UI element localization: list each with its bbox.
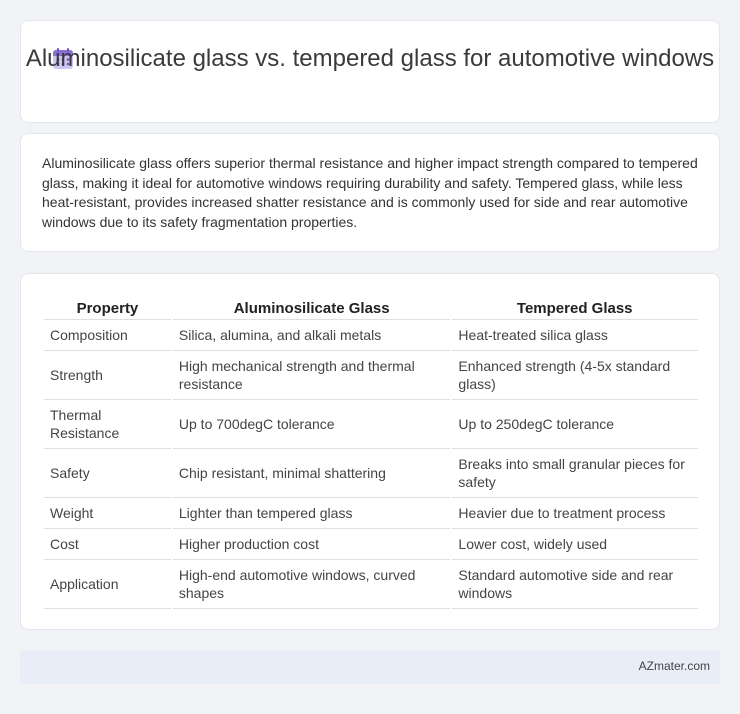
header-tempered: Tempered Glass [451, 295, 698, 319]
row-property: Strength [43, 350, 172, 399]
footer-bar [20, 650, 720, 684]
summary-text: Aluminosilicate glass offers superior thermal resistance and higher impact strength compared to tempered glass, making it ideal for automotive windows requiring durability and safety. Tempered glass, while less heat-resistant, provides increased shatter resistance and is commonly used for side and rear automotive windows due to its safety fragmentation properties. [42, 155, 698, 230]
comparison-table [42, 295, 698, 609]
row-property: Thermal Resistance [43, 399, 172, 448]
row-aluminosilicate: High mechanical strength and thermal resistance [172, 350, 452, 399]
footer-brand[interactable]: AZmater.com [638, 659, 710, 673]
row-tempered: Lower cost, widely used [451, 528, 698, 559]
table-row [43, 319, 698, 350]
row-aluminosilicate: Higher production cost [172, 528, 452, 559]
page-title: Aluminosilicate glass vs. tempered glass for automotive windows [25, 45, 715, 72]
row-tempered: Enhanced strength (4-5x standard glass) [451, 350, 698, 399]
row-property: Safety [43, 448, 172, 497]
row-aluminosilicate: High-end automotive windows, curved shapes [172, 559, 452, 608]
row-property: Weight [43, 497, 172, 528]
table-header-row [43, 295, 698, 319]
row-tempered: Heat-treated silica glass [451, 319, 698, 350]
row-aluminosilicate: Silica, alumina, and alkali metals [172, 319, 452, 350]
table-row [43, 399, 698, 448]
table-row [43, 559, 698, 608]
table-row [43, 448, 698, 497]
row-tempered: Breaks into small granular pieces for safety [451, 448, 698, 497]
table-row [43, 528, 698, 559]
header-property: Property [43, 295, 172, 319]
row-tempered: Heavier due to treatment process [451, 497, 698, 528]
row-property: Cost [43, 528, 172, 559]
title-card [20, 20, 720, 123]
row-aluminosilicate: Chip resistant, minimal shattering [172, 448, 452, 497]
row-tempered: Up to 250degC tolerance [451, 399, 698, 448]
row-tempered: Standard automotive side and rear windows [451, 559, 698, 608]
comparison-card [20, 273, 720, 630]
row-aluminosilicate: Lighter than tempered glass [172, 497, 452, 528]
header-aluminosilicate: Aluminosilicate Glass [172, 295, 452, 319]
table-row [43, 497, 698, 528]
row-aluminosilicate: Up to 700degC tolerance [172, 399, 452, 448]
summary-card [20, 133, 720, 252]
row-property: Composition [43, 319, 172, 350]
table-row [43, 350, 698, 399]
row-property: Application [43, 559, 172, 608]
